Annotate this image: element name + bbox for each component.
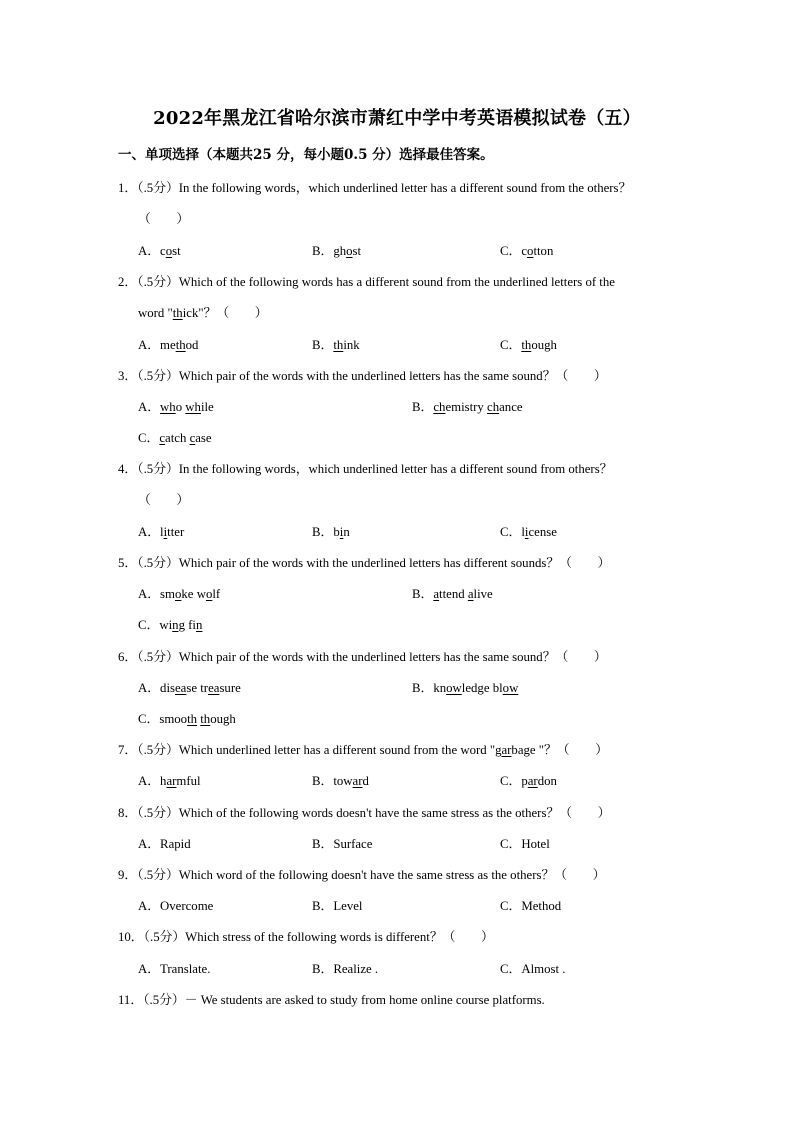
question-2-stem: 2．（.5分）Which of the following words has a different sound from the underlined letters of the [118, 275, 615, 289]
question-9-option-a[interactable]: A．Overcome [138, 899, 214, 913]
question-1-answer-paren: （ ） [138, 212, 190, 226]
question-9-option-b[interactable]: B．Level [312, 899, 363, 913]
question-1-stem: 1．（.5分）In the following words，which underlined letter has a different sound from the others？ [118, 181, 632, 195]
question-6-option-a[interactable]: A．disease treasure [138, 681, 241, 695]
question-3-option-b[interactable]: B．chemistry chance [412, 400, 523, 414]
question-3-stem: 3．（.5分）Which pair of the words with the underlined letters has the same sound？（ ） [118, 369, 607, 383]
question-3-option-c[interactable]: C．catch case [138, 431, 212, 445]
question-5-option-c[interactable]: C．wing fin [138, 618, 203, 632]
question-5-option-a[interactable]: A．smoke wolf [138, 587, 221, 601]
question-7-option-c[interactable]: C．pardon [500, 774, 557, 788]
question-1-option-a[interactable]: A．cost [138, 244, 181, 258]
question-4-answer-paren: （ ） [138, 493, 190, 507]
question-8-stem: 8．（.5分）Which of the following words doesn't have the same stress as the others？（ ） [118, 806, 611, 820]
question-10-stem: 10．（.5分）Which stress of the following words is different？（ ） [118, 930, 494, 944]
question-8-option-b[interactable]: B．Surface [312, 837, 373, 851]
question-4-stem: 4．（.5分）In the following words，which underlined letter has a different sound from others？ [118, 462, 613, 476]
question-1-option-b[interactable]: B．ghost [312, 244, 362, 258]
question-4-option-c[interactable]: C．license [500, 525, 557, 539]
question-2-stem-continued: word "thick"？（ ） [138, 306, 268, 320]
question-7-stem: 7．（.5分）Which underlined letter has a different sound from the word "garbage "？（ ） [118, 743, 608, 757]
question-4-option-a[interactable]: A．litter [138, 525, 185, 539]
question-2-option-a[interactable]: A．method [138, 338, 199, 352]
question-5-option-b[interactable]: B．attend alive [412, 587, 493, 601]
question-8-option-a[interactable]: A．Rapid [138, 837, 191, 851]
question-9-option-c[interactable]: C．Method [500, 899, 562, 913]
question-11-stem: 11．（.5分）－ We students are asked to study from home online course platforms. [118, 993, 545, 1007]
question-3-option-a[interactable]: A．who while [138, 400, 214, 414]
question-9-stem: 9．（.5分）Which word of the following doesn't have the same stress as the others？（ ） [118, 868, 606, 882]
question-8-option-c[interactable]: C．Hotel [500, 837, 550, 851]
question-6-option-c[interactable]: C．smooth though [138, 712, 236, 726]
question-5-stem: 5．（.5分）Which pair of the words with the underlined letters has different sounds？（ ） [118, 556, 611, 570]
section-heading: 一、单项选择（本题共25 分，每小题0.5 分）选择最佳答案。 [118, 147, 494, 163]
question-6-stem: 6．（.5分）Which pair of the words with the underlined letters has the same sound？（ ） [118, 650, 607, 664]
page-title: 2022年黑龙江省哈尔滨市萧红中学中考英语模拟试卷（五） [153, 108, 641, 129]
question-7-option-b[interactable]: B．toward [312, 774, 369, 788]
question-10-option-b[interactable]: B．Realize . [312, 962, 379, 976]
question-10-option-c[interactable]: C．Almost . [500, 962, 566, 976]
question-7-option-a[interactable]: A．harmful [138, 774, 201, 788]
question-6-option-b[interactable]: B．knowledge blow [412, 681, 519, 695]
question-1-option-c[interactable]: C．cotton [500, 244, 554, 258]
question-4-option-b[interactable]: B．bin [312, 525, 350, 539]
question-2-option-b[interactable]: B．think [312, 338, 360, 352]
question-2-option-c[interactable]: C．though [500, 338, 557, 352]
question-10-option-a[interactable]: A．Translate. [138, 962, 211, 976]
